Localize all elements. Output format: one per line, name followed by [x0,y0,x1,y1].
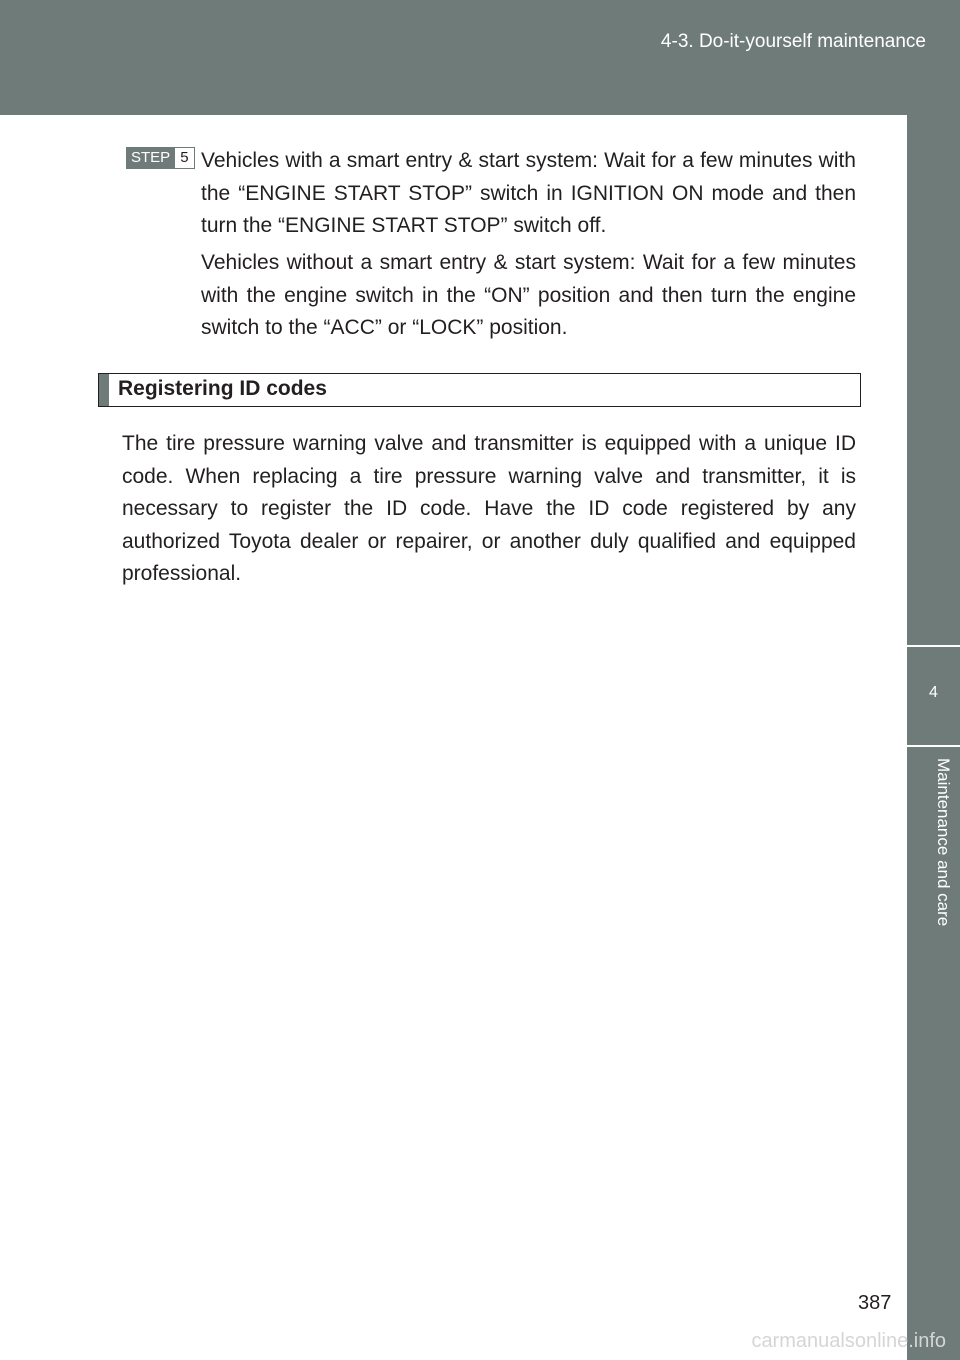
side-tab-upper [907,115,960,645]
header-section-title: 4-3. Do-it-yourself maintenance [660,31,926,52]
side-tab-chapter-label: Maintenance and care [934,758,953,927]
side-tab-chapter-number: 4 [929,684,938,701]
step-paragraph-smart-entry: Vehicles with a smart entry & start system: Wait for a few minutes with the “ENGINE START STOP” switch in IGNITION ON mode and then turn the “ENGINE START STOP” switch off. [201,149,856,237]
section-heading: Registering ID codes [118,377,327,400]
section-heading-marker [99,374,109,406]
step-badge-label: STEP [127,148,175,168]
header-band [0,0,960,115]
step-badge-number: 5 [175,148,193,168]
section-body-paragraph: The tire pressure warning valve and transmitter is equipped with a unique ID code. When replacing a tire pressure warning valve and transmitter, it is necessary to register the ID code. Have the ID code registered by any authorized Toyota dealer or repairer, or another duly qualified and equipped professional. [122,432,856,585]
page-number: 387 [858,1292,892,1314]
step-badge [126,147,195,169]
step-paragraph-no-smart-entry: Vehicles without a smart entry & start system: Wait for a few minutes with the engine switch in the “ON” position and then turn the engine switch to the “ACC” or “LOCK” position. [201,251,856,339]
watermark: carmanualsonline.info [751,1330,946,1352]
section-heading-box [98,373,861,407]
